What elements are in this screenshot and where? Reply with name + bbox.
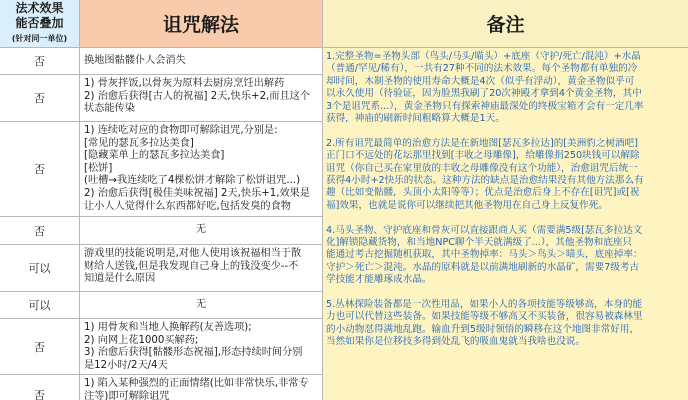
remedy-line: [松饼]	[84, 162, 113, 174]
remedy-cell	[80, 292, 323, 319]
stack-cell: 否	[0, 75, 80, 122]
note-line: 2.所有诅咒最简单的治愈方法是在新地图[瑟瓦多拉达]的[美洲豹之树酒吧]	[326, 137, 638, 149]
note-line: 的小动物怼得满地乱跑。输血升到5级时领悟的瞬移在这个地图非常好用，	[326, 323, 640, 335]
note-line: 3个是诅咒系...），黄金圣物只有探索神庙最深处的终极宝箱才会有一定几率	[326, 100, 644, 112]
note-paragraph	[326, 299, 686, 349]
stack-cell: 否	[0, 122, 80, 217]
remedy-cell	[80, 245, 323, 292]
header-stackable-line3: (针对同一单位)	[11, 34, 68, 43]
remedy-cell	[80, 217, 323, 245]
remedy-line: 1) 连续吃对应的食物即可解除诅咒,分别是:	[84, 125, 278, 136]
stack-cell: 否	[0, 217, 80, 245]
note-paragraph	[326, 51, 686, 125]
remedy-line: 3) 治愈后获得[骷髅形态祝福],形态持续时间分别	[84, 347, 303, 359]
remedy-line: (吐槽→我连续吃了4棵松饼才解除了松饼诅咒...)	[84, 175, 301, 187]
remedy-line: 换地图骷髅仆人会消失	[84, 55, 186, 66]
note-line: （普通/罕见/稀有），一共有27种不同的法术效果。每个圣物都有单独的冷	[326, 63, 638, 75]
header-stackable-line2: 能否叠加	[15, 16, 64, 30]
note-line: 福]效果，也就是说你可以继续把其他圣物用在自己身上反复作死。	[326, 199, 608, 211]
stack-cell: 可以	[0, 245, 80, 292]
remedy-line: 游戏里的技能说明是,对他人使用该祝福相当于散	[84, 248, 302, 259]
remedy-line: 是12小时/2天/4天	[84, 359, 168, 371]
header-notes: 备注	[323, 0, 688, 48]
header-stackable-line1: 法术效果	[15, 1, 64, 15]
stack-cell: 否	[0, 319, 80, 375]
remedy-line: [隐藏菜单上的瑟瓦多拉达美食]	[84, 150, 225, 162]
remedy-line: 2) 向网上花1000买解药;	[84, 334, 199, 346]
note-line: 能通过考古挖掘随机获取，其中圣物掉率：马头＞鸟头＞喵头，底座掉率：	[326, 249, 643, 261]
note-line: 获得4小时+2快乐的状态。这种方法的缺点是治愈结果没有其他方法那么有	[326, 175, 644, 187]
remedy-line: 2) 治愈后获得[古人的祝福] 2天,快乐+2,而且这个	[84, 90, 311, 102]
remedy-line: 让小人人觉得什么东西都好吃,包括发臭的食物	[84, 200, 291, 212]
note-line: 守护＞死亡＞混沌。水晶的原料就是以前满地刷新的水晶矿，需要7级考古	[326, 261, 640, 273]
remedy-cell	[80, 375, 323, 400]
remedy-cell	[80, 75, 323, 122]
note-line: 1.完整圣物=圣物头部（鸟头/马头/喵头）+底座（守护/死亡/混沌）+水晶	[326, 51, 641, 62]
note-line: 诅咒（你自己买在家里放的丰收之母雕像没有这个功能），治愈诅咒后统一	[326, 162, 638, 174]
note-line: 学技能才能雕琢成水晶。	[326, 274, 432, 286]
stack-cell: 否	[0, 48, 80, 75]
remedy-line: 无	[195, 224, 207, 236]
header-curse-remedy: 诅咒解法	[80, 0, 323, 48]
note-line: 当然如果你是位移技多得到处乱飞的吸血鬼就当我啥也没说。	[326, 336, 586, 348]
stack-cell: 可以	[0, 292, 80, 319]
remedy-cell	[80, 122, 323, 217]
note-line: 4.马头圣物、守护底座和骨灰可以直接跟商人买（需要满5级[瑟瓦多拉达文	[326, 224, 643, 236]
note-line: 力也可以代替这些装备。如果技能等级不够高又不买装备，很容易被森林里	[326, 311, 643, 323]
remedy-line: 财给人送钱,但是我发现自己身上的钱没变少--不	[84, 260, 299, 272]
note-paragraph	[326, 138, 686, 212]
notes-cell	[323, 48, 688, 400]
note-line: 正门口不远处的花坛那里找到[丰收之母雕像]，给雕像捐250块钱可以解除	[326, 150, 640, 162]
remedy-line: 2) 治愈后获得[极佳美味祝福] 2天,快乐+1,效果是	[84, 187, 311, 199]
stack-cell: 否	[0, 375, 80, 400]
remedy-line: 状态能传染	[84, 103, 135, 115]
note-line: 趣（比如变骷髅，头顶小太阳等等）；优点是治愈后身上不存在[诅咒]或[祝	[326, 187, 640, 199]
remedy-cell	[80, 48, 323, 75]
note-line: 获得，神庙的刷新时间粗略算大概是1天。	[326, 113, 505, 125]
note-line: 以永久使用（待验证，因为脸黑我刷了20次神殿才拿到4个黄金圣物，其中	[326, 88, 642, 100]
remedy-line: 知道是什么原因	[84, 273, 156, 285]
remedy-line: 注等)即可解除诅咒	[84, 390, 170, 400]
note-line: 却时间，木制圣物的使用寿命大概是4次（似乎有浮动），黄金圣物似乎可	[326, 75, 635, 87]
remedy-line: 1) 骨灰拌饭,以骨灰为原料去厨房烹饪出解药	[84, 78, 285, 89]
remedy-line: [常见的瑟瓦多拉达美食]	[84, 137, 194, 149]
note-line: 化]解锁隐藏货物，和当地NPC聊个半天就满级了...），其他圣物和底座只	[326, 237, 632, 249]
remedy-line: 1) 陷入某种强烈的正面情绪(比如非常快乐,非常专	[84, 378, 309, 389]
header-stackable	[0, 0, 80, 48]
remedy-cell	[80, 319, 323, 375]
remedy-line: 1) 用骨灰和当地人换解药(友善选项);	[84, 322, 252, 333]
remedy-line: 无	[195, 298, 207, 310]
note-line: 5.丛林探险装备都是一次性用品，如果小人的各项技能等级够高，本身的能	[326, 299, 643, 311]
note-paragraph	[326, 225, 686, 287]
